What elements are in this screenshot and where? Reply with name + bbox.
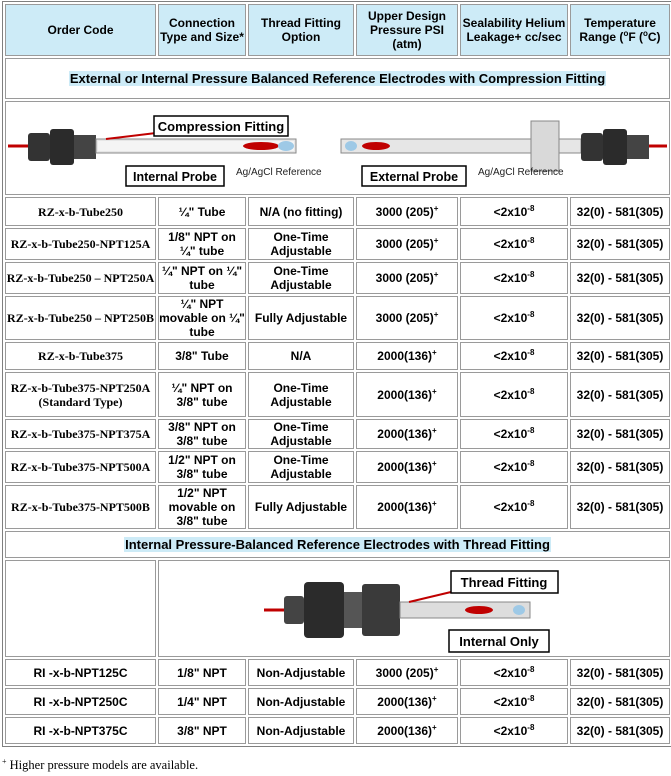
table-row <box>5 372 670 417</box>
temperature-cell: 32(0) - 581(305) <box>570 688 670 715</box>
leakage-cell: $<2x10^{-8}$ <box>460 659 568 686</box>
table-row <box>5 659 670 686</box>
order-code-cell: RZ-x-b-Tube250-NPT125A <box>5 228 156 260</box>
footnote: + Higher pressure models are available. <box>2 756 199 772</box>
pressure-cell: 2000(136)+ <box>356 342 458 370</box>
order-code-cell: RZ-x-b-Tube375-NPT500B <box>5 485 156 529</box>
table-row <box>5 451 670 483</box>
table-row <box>5 419 670 449</box>
electrode-spec-table <box>2 1 671 747</box>
order-code-cell: RZ-x-b-Tube375-NPT500A <box>5 451 156 483</box>
pressure-cell: 2000(136)+ <box>356 419 458 449</box>
temperature-cell: 32(0) - 581(305) <box>570 485 670 529</box>
leakage-cell: $<2x10^{-8}$ <box>460 485 568 529</box>
thread-option-cell: Non-Adjustable <box>248 688 354 715</box>
thread-option-cell: One-Time Adjustable <box>248 451 354 483</box>
order-code-cell: RI -x-b-NPT125C <box>5 659 156 686</box>
external-probe-label <box>362 166 466 186</box>
connection-cell: 1/8" NPT on ¼" tube <box>158 228 246 260</box>
order-code-cell: RZ-x-b-Tube250 – NPT250B <box>5 296 156 340</box>
section1-diagram-cell <box>5 101 670 195</box>
header-connection: Connection Type and Size* <box>158 4 246 56</box>
thread-option-cell: N/A <box>248 342 354 370</box>
connection-cell: 3/8" NPT on 3/8" tube <box>158 419 246 449</box>
leakage-cell: $<2x10^{-8}$ <box>460 342 568 370</box>
order-code-cell: RZ-x-b-Tube375-NPT250A (Standard Type) <box>5 372 156 417</box>
table-row <box>5 342 670 370</box>
thread-option-cell: One-Time Adjustable <box>248 372 354 417</box>
thread-option-cell: One-Time Adjustable <box>248 262 354 294</box>
ref-label-left: Ag/AgCl Reference <box>236 167 322 178</box>
header-row <box>5 4 670 56</box>
order-code-cell: RZ-x-b-Tube250 <box>5 197 156 226</box>
pressure-cell: 3000 (205)+ <box>356 296 458 340</box>
temperature-cell: 32(0) - 581(305) <box>570 197 670 226</box>
ref-label-right: Ag/AgCl Reference <box>478 167 564 178</box>
section2-title-cell <box>5 531 670 558</box>
temperature-cell: 32(0) - 581(305) <box>570 419 670 449</box>
connection-cell: 1/2" NPT movable on 3/8" tube <box>158 485 246 529</box>
connection-cell: 3/8" Tube <box>158 342 246 370</box>
temperature-cell: 32(0) - 581(305) <box>570 262 670 294</box>
temperature-cell: 32(0) - 581(305) <box>570 659 670 686</box>
thread-fitting-diagram <box>159 562 664 656</box>
pressure-cell: 2000(136)+ <box>356 372 458 417</box>
table-row <box>5 688 670 715</box>
connection-cell: ¼" Tube <box>158 197 246 226</box>
svg-text:Internal Probe: Internal Probe <box>132 170 218 184</box>
section2-blank-cell <box>5 560 156 657</box>
table-row <box>5 717 670 744</box>
svg-text:Compression Fitting: Compression Fitting <box>157 119 285 134</box>
leakage-cell: $<2x10^{-8}$ <box>460 717 568 744</box>
order-code-cell: RZ-x-b-Tube375-NPT375A <box>5 419 156 449</box>
header-temperature: Temperature Range ($^o$F ($^o$C) <box>570 4 670 56</box>
connection-cell: 3/8" NPT <box>158 717 246 744</box>
connection-cell: ¼" NPT on ¼" tube <box>158 262 246 294</box>
thread-fitting-label: Thread Fitting <box>460 574 548 590</box>
svg-text:External Probe: External Probe <box>369 170 459 184</box>
connection-cell: 1/8" NPT <box>158 659 246 686</box>
temperature-cell: 32(0) - 581(305) <box>570 296 670 340</box>
leakage-cell: $<2x10^{-8}$ <box>460 228 568 260</box>
pressure-cell: 2000(136)+ <box>356 485 458 529</box>
header-thread: Thread Fitting Option <box>248 4 354 56</box>
leakage-cell: $<2x10^{-8}$ <box>460 419 568 449</box>
pressure-cell: 2000(136)+ <box>356 688 458 715</box>
external-probe-drawing <box>341 121 667 171</box>
pressure-cell: 3000 (205)+ <box>356 228 458 260</box>
compression-fitting-label <box>154 116 288 136</box>
table-row <box>5 228 670 260</box>
order-code-cell: RI -x-b-NPT250C <box>5 688 156 715</box>
connection-cell: ¼" NPT movable on ¼" tube <box>159 297 245 339</box>
temperature-cell: 32(0) - 581(305) <box>570 342 670 370</box>
leakage-cell: $<2x10^{-8}$ <box>460 372 568 417</box>
table-row <box>5 485 670 529</box>
table-row <box>5 262 670 294</box>
internal-only-label: Internal Only <box>459 633 539 649</box>
connection-cell: 1/2" NPT on 3/8" tube <box>158 451 246 483</box>
section2-diagram-cell <box>158 560 670 657</box>
order-code-cell: RZ-x-b-Tube375 <box>5 342 156 370</box>
pressure-cell: 2000(136)+ <box>356 717 458 744</box>
order-code-cell: RZ-x-b-Tube250 – NPT250A <box>5 262 156 294</box>
thread-option-cell: N/A (no fitting) <box>248 197 354 226</box>
compression-fitting-diagram <box>6 103 667 193</box>
leakage-cell: $<2x10^{-8}$ <box>460 451 568 483</box>
leakage-cell: $<2x10^{-8}$ <box>460 262 568 294</box>
connection-cell: 1/4" NPT <box>158 688 246 715</box>
temperature-cell: 32(0) - 581(305) <box>570 717 670 744</box>
thread-option-cell: Non-Adjustable <box>248 717 354 744</box>
thread-option-cell: Non-Adjustable <box>248 659 354 686</box>
pressure-cell: 3000 (205)+ <box>356 659 458 686</box>
header-sealability: Sealability Helium Leakage+ cc/sec <box>460 4 568 56</box>
leakage-cell: $<2x10^{-8}$ <box>460 688 568 715</box>
pressure-cell: 3000 (205)+ <box>356 262 458 294</box>
table-row <box>5 197 670 226</box>
pressure-cell: 2000(136)+ <box>356 451 458 483</box>
header-pressure: Upper Design Pressure PSI (atm) <box>356 4 458 56</box>
temperature-cell: 32(0) - 581(305) <box>570 228 670 260</box>
table-row <box>5 296 670 340</box>
section1-title: External or Internal Pressure Balanced Reference Electrodes with Compression Fitting <box>69 71 606 86</box>
internal-probe-label <box>126 166 224 186</box>
thread-option-cell: One-Time Adjustable <box>248 228 354 260</box>
header-order-code: Order Code <box>5 4 156 56</box>
temperature-cell: 32(0) - 581(305) <box>570 372 670 417</box>
thread-option-cell: One-Time Adjustable <box>248 419 354 449</box>
thread-option-cell: Fully Adjustable <box>248 296 354 340</box>
order-code-cell: RI -x-b-NPT375C <box>5 717 156 744</box>
temperature-cell: 32(0) - 581(305) <box>570 451 670 483</box>
pressure-cell: 3000 (205)+ <box>356 197 458 226</box>
leakage-cell: $<2x10^{-8}$ <box>460 296 568 340</box>
section1-title-cell <box>5 58 670 99</box>
connection-cell: ¼" NPT on 3/8" tube <box>158 372 246 417</box>
thread-option-cell: Fully Adjustable <box>248 485 354 529</box>
section2-title: Internal Pressure-Balanced Reference Electrodes with Thread Fitting <box>125 537 550 552</box>
leakage-cell: $<2x10^{-8}$ <box>460 197 568 226</box>
